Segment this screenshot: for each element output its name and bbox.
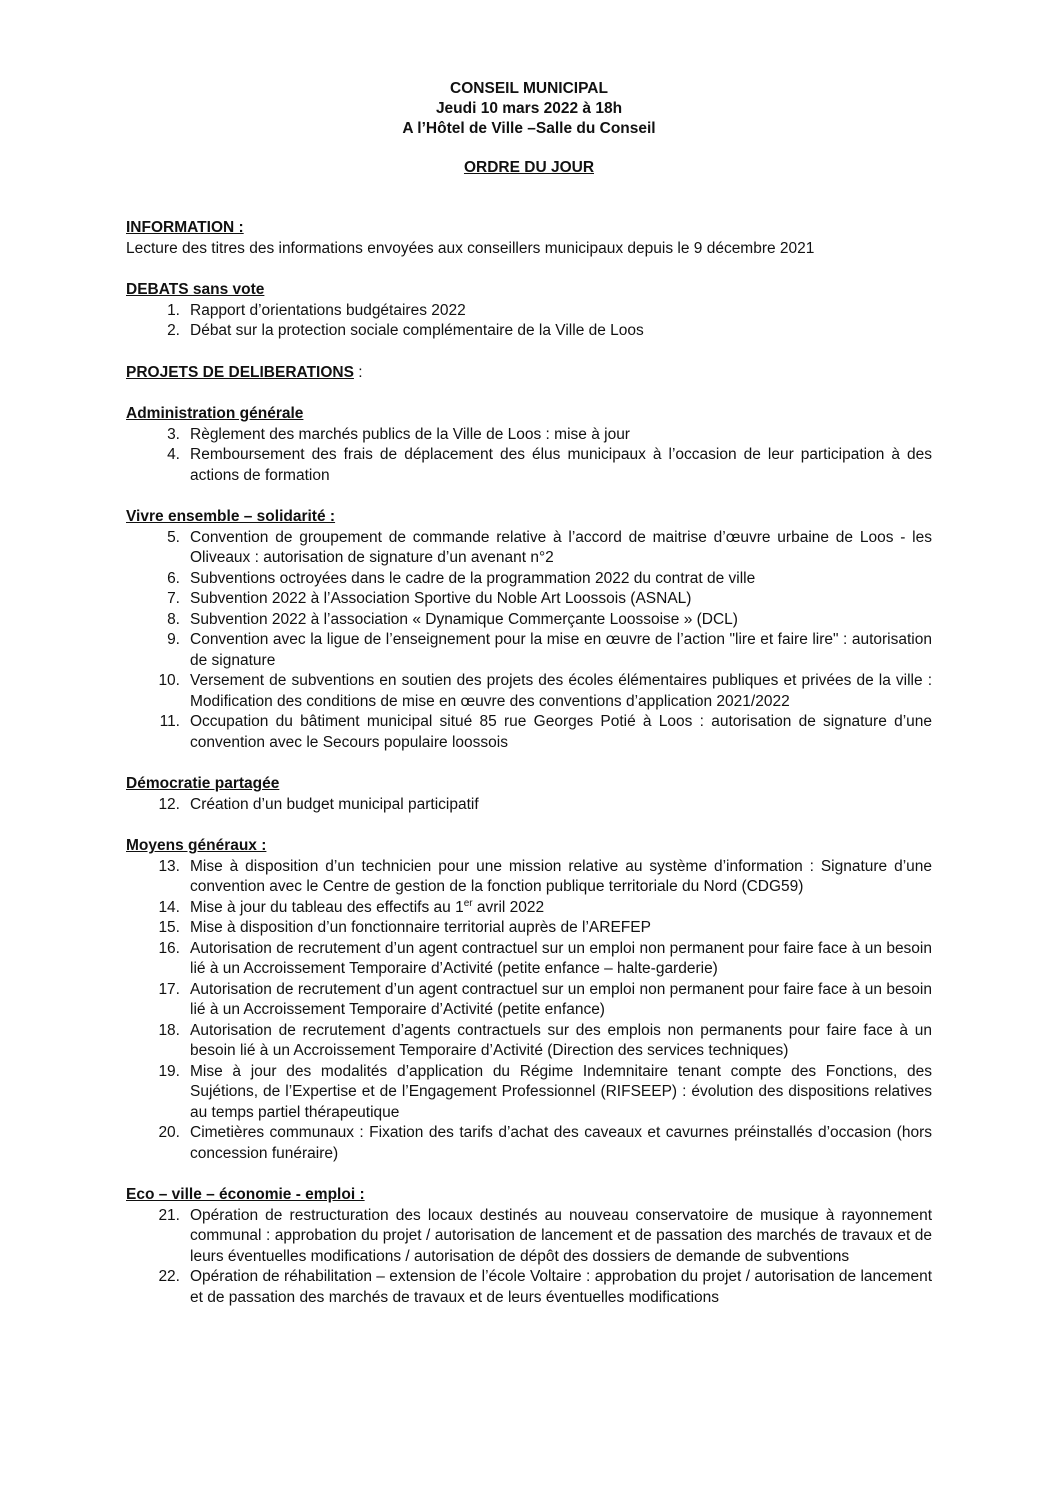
democratie-list: [126, 795, 932, 816]
information-text: Lecture des titres des informations envoyées aux conseillers municipaux depuis le 9 décembre 2021: [126, 239, 815, 257]
item-text: Débat sur la protection sociale complémentaire de la Ville de Loos: [190, 322, 644, 339]
item-number: 1.: [167, 301, 180, 319]
list-item: [126, 610, 932, 631]
section-title: Eco – ville – économie - emploi :: [126, 1186, 365, 1203]
section-debats: [126, 280, 932, 301]
item-number: 13.: [158, 857, 180, 875]
list-item: [126, 301, 932, 322]
section-title: Vivre ensemble – solidarité :: [126, 508, 336, 525]
list-item: [126, 712, 932, 753]
section-eco-ville: [126, 1185, 932, 1206]
agenda-content: [126, 218, 932, 1308]
item-number: 17.: [158, 980, 180, 998]
list-item: [126, 589, 932, 610]
item-number: 5.: [167, 528, 180, 546]
item-number: 3.: [167, 425, 180, 443]
list-item: [126, 795, 932, 816]
list-item: [126, 321, 932, 342]
item-text: Mise à jour du tableau des effectifs au 1: [190, 898, 464, 916]
item-text: Subventions octroyées dans le cadre de la programmation 2022 du contrat de ville: [190, 569, 756, 587]
vivre-list: [126, 528, 932, 754]
list-item: [126, 445, 932, 486]
section-title: Démocratie partagée: [126, 775, 280, 792]
item-text: Autorisation de recrutement d’agents contractuels sur des emplois non permanents pour faire face à un besoin lié à un Accroissement Temporaire d’Activité (Direction des services techniques): [190, 1021, 932, 1059]
list-item: [126, 425, 932, 446]
header-title: CONSEIL MUNICIPAL: [450, 80, 608, 97]
section-title: PROJETS DE DELIBERATIONS: [126, 363, 354, 381]
item-text-end: avril 2022: [472, 898, 545, 916]
list-item: [126, 1021, 932, 1062]
list-item: [126, 1062, 932, 1124]
item-number: 6.: [167, 569, 180, 587]
item-number: 22.: [158, 1268, 180, 1285]
item-text: Convention avec la ligue de l’enseignement pour la mise en œuvre de l’action "lire et faire lire" : autorisation de signature: [190, 631, 932, 669]
item-text: Autorisation de recrutement d’un agent contractuel sur un emploi non permanent pour faire face à un besoin lié à un Accroissement Temporaire d’Activité (petite enfance): [190, 980, 932, 1018]
item-text: Convention de groupement de commande relative à l’accord de maitrise d’œuvre urbaine de Loos - les Oliveaux : autorisation de signature d’un avenant n°2: [190, 528, 932, 566]
list-item: [126, 898, 932, 919]
item-text: Règlement des marchés publics de la Ville de Loos : mise à jour: [190, 425, 630, 443]
item-text: Remboursement des frais de déplacement des élus municipaux à l’occasion de leur participation à des actions de formation: [190, 446, 932, 484]
list-item: [126, 1267, 932, 1308]
section-administration: [126, 404, 932, 425]
moyens-list: [126, 857, 932, 1165]
item-text: Cimetières communaux : Fixation des tarifs d’achat des caveaux et cavurnes préinstallés d’occasion (hors concession funéraire): [190, 1124, 932, 1162]
list-item: [126, 939, 932, 980]
section-vivre-ensemble: [126, 507, 932, 528]
item-number: 18.: [158, 1021, 180, 1039]
section-suffix: :: [353, 363, 363, 381]
list-item: [126, 918, 932, 939]
item-number: 9.: [167, 631, 180, 648]
item-number: 4.: [167, 446, 180, 463]
item-text: Occupation du bâtiment municipal situé 85 rue Georges Potié à Loos : autorisation de signature d’une convention avec le Secours populaire loossois: [190, 713, 932, 751]
header-date: Jeudi 10 mars 2022 à 18h: [435, 100, 623, 117]
item-number: 12.: [158, 795, 180, 813]
item-text: Subvention 2022 à l’Association Sportive du Noble Art Loossois (ASNAL): [190, 590, 692, 607]
item-text: Opération de réhabilitation – extension de l’école Voltaire : approbation du projet / autorisation de lancement et de passation des marchés de travaux et de leurs éventuelles modifications: [190, 1268, 932, 1306]
item-number: 7.: [167, 590, 180, 607]
item-number: 15.: [158, 919, 180, 936]
item-number: 21.: [158, 1206, 180, 1224]
agenda-title: ORDRE DU JOUR: [463, 159, 595, 176]
section-title: INFORMATION :: [126, 219, 244, 236]
section-title: Moyens généraux :: [126, 837, 267, 854]
list-item: [126, 528, 932, 569]
section-information: [126, 218, 932, 239]
list-item: [126, 630, 932, 671]
header-location: A l’Hôtel de Ville –Salle du Conseil: [402, 120, 656, 137]
list-item: [126, 671, 932, 712]
item-number: 8.: [167, 610, 180, 628]
list-item: [126, 1123, 932, 1164]
item-text: Autorisation de recrutement d’un agent contractuel sur un emploi non permanent pour faire face à un besoin lié à un Accroissement Temporaire d’Activité (petite enfance – halte-garderie): [190, 939, 932, 977]
meeting-header: [0, 79, 1058, 139]
item-text: Subvention 2022 à l’association « Dynamique Commerçante Loossoise » (DCL): [190, 610, 738, 628]
section-title: Administration générale: [126, 405, 304, 422]
section-projets: [126, 363, 932, 384]
list-item: [126, 857, 932, 898]
section-democratie: [126, 774, 932, 795]
list-item: [126, 1206, 932, 1268]
item-superscript: er: [463, 897, 473, 909]
item-text: Création d’un budget municipal participatif: [190, 795, 479, 813]
section-moyens: [126, 836, 932, 857]
item-text: Rapport d’orientations budgétaires 2022: [190, 301, 466, 319]
section-title: DEBATS sans vote: [126, 281, 265, 298]
item-number: 10.: [158, 672, 180, 689]
administration-list: [126, 425, 932, 487]
item-text: Mise à disposition d’un fonctionnaire territorial auprès de l’AREFEP: [190, 919, 651, 936]
item-number: 11.: [159, 713, 180, 730]
item-number: 16.: [158, 939, 180, 957]
item-text: Versement de subventions en soutien des projets des écoles élémentaires publiques et privées de la ville : Modification des conditions de mise en œuvre des conventions d’application 2021/2022: [190, 672, 932, 710]
item-number: 19.: [158, 1062, 180, 1080]
item-text: Mise à disposition d’un technicien pour une mission relative au système d’information : Signature d’une convention avec le Centre de gestion de la fonction publique territoriale du Nord (CDG59): [190, 857, 932, 895]
eco-list: [126, 1206, 932, 1309]
list-item: [126, 569, 932, 590]
item-number: 2.: [167, 322, 180, 339]
item-number: 14.: [158, 898, 180, 916]
list-item: [126, 980, 932, 1021]
item-text: Mise à jour des modalités d’application du Régime Indemnitaire tenant compte des Fonctions, des Sujétions, de l’Expertise et de l’Engagement Professionnel (RIFSEEP) : évolution des dispositions relatives au temps partiel thérapeutique: [190, 1062, 932, 1121]
item-text: Opération de restructuration des locaux destinés au nouveau conservatoire de musique à rayonnement communal : approbation du projet / autorisation de lancement et de passation des marchés de travaux et de leurs éventuelles modifications / autorisation de dépôt des dossiers de demande de subventions: [190, 1206, 932, 1265]
item-number: 20.: [158, 1124, 180, 1141]
debats-list: [126, 301, 932, 342]
